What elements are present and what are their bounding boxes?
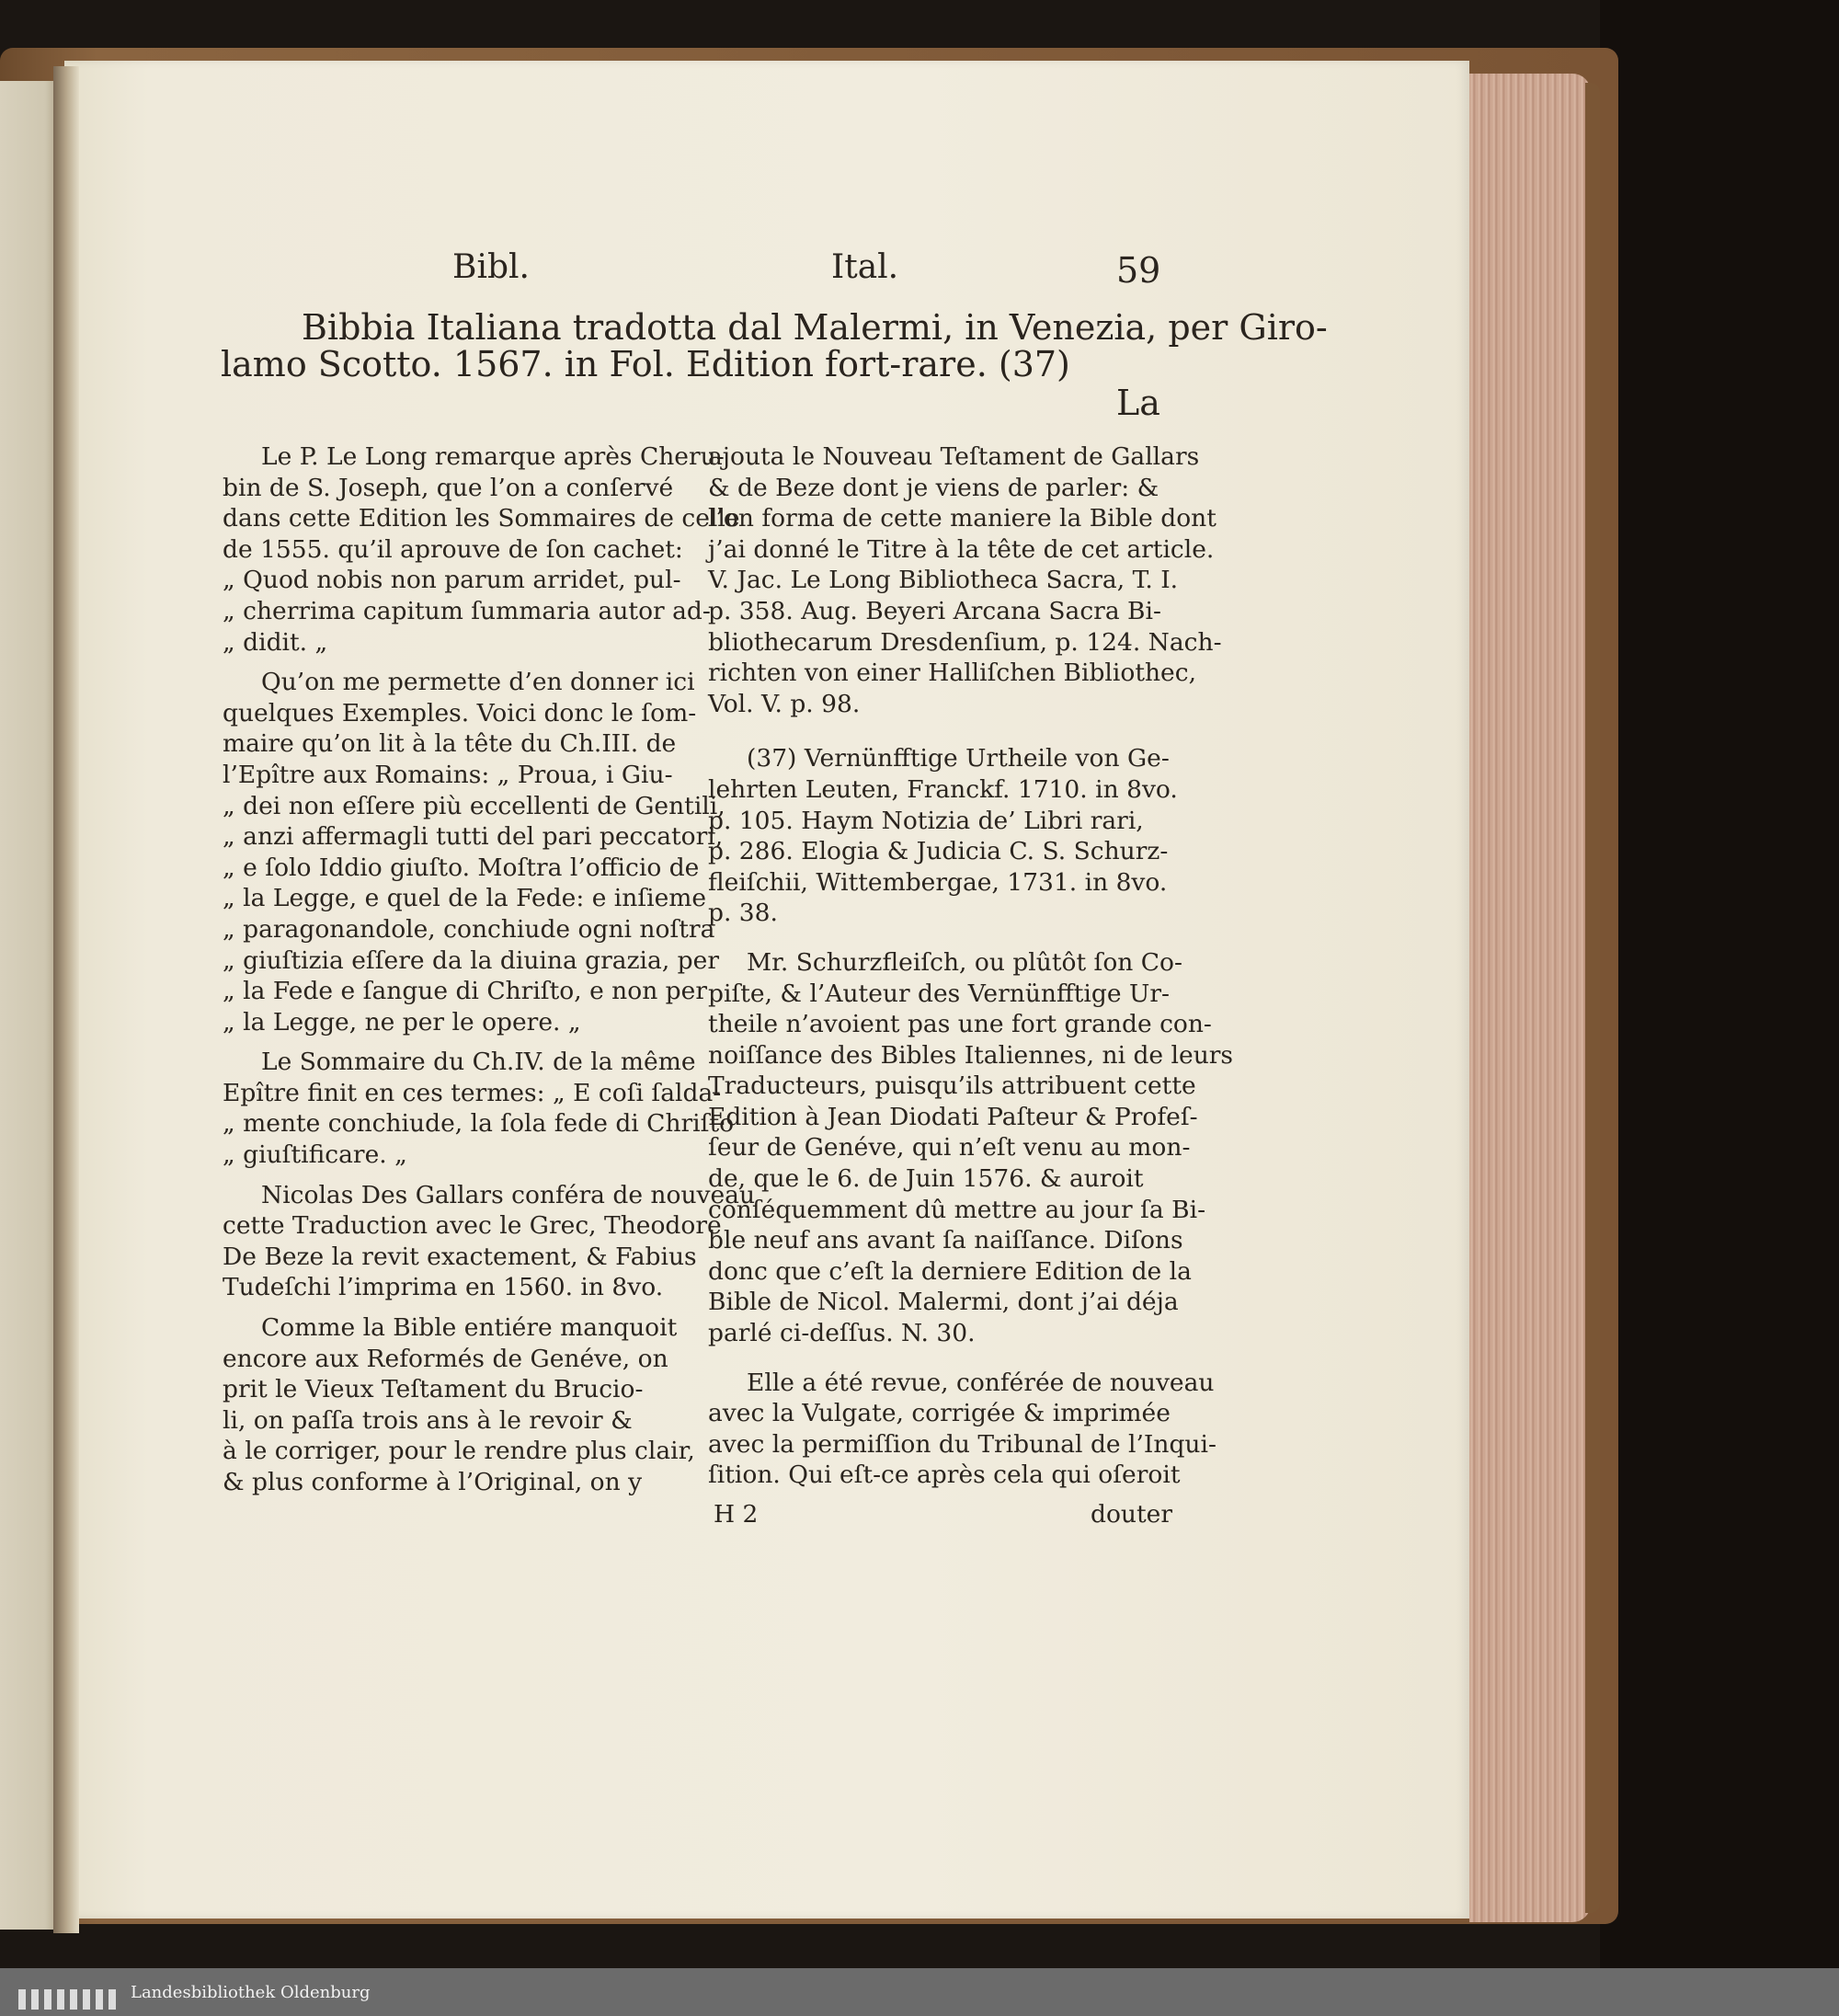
right-paragraph-2: (37) Vernünfftige Urtheile von Ge- lehrten Leuten, Franckf. 1710. in 8vo. p. 105. Haym Notizia de’ Libri rari, p. 286. Elogia & Judicia C. S. Schurz- fleiſchii, Wittembergae, 1731. in 8vo. p. 38. — [708, 744, 1178, 928]
book-gutter — [53, 66, 79, 1933]
right-paragraph-4: Elle a été revue, conférée de nouveau avec la Vulgate, corrigée & imprimée avec la permiſſion du Tribunal de l’Inqui- ſition. Qui eſt-ce après cela qui oſeroit — [708, 1368, 1216, 1490]
left-paragraph-5: Comme la Bible entiére manquoit encore aux Reformés de Genéve, on prit le Vieux Teſtament du Brucio- li, on paſſa trois ans à le revoir & à le corriger, pour le rendre plus clair, & plus conforme à l’Original, on y — [223, 1313, 695, 1496]
footer-label[interactable]: Landesbibliothek Oldenburg — [131, 1982, 371, 2002]
page-number: 59 — [1116, 250, 1161, 291]
right-paragraph-3: Mr. Schurzfleiſch, ou plûtôt ſon Co- piſte, & l’Auteur des Vernünfftige Ur- theile n’avoient pas une fort grande con- noiſſance des Bibles Italiennes, ni de leurs Traducteurs, puisqu’ils attribuent cette Edition à Jean Diodati Paſteur & Profeſ- ſeur de Genéve, qui n’eſt venu au mon- de, que le 6. de Juin 1576. & auroit conſéquemment dû mettre au jour ſa Bi- ble neuf ans avant ſa naiſſance. Diſons donc que c’eſt la derniere Edition de la Bible de Nicol. Malermi, dont j’ai déja parlé ci-deſſus. N. 30. — [708, 947, 1234, 1348]
left-paragraph-3: Le Sommaire du Ch.IV. de la même Epître finit en ces termes: „ E coſi ſalda- „ mente conchiude, la ſola fede di Chriſto „ giuſtificare. „ — [223, 1048, 735, 1170]
footer-bar — [0, 1968, 1839, 2016]
background-right — [1600, 0, 1839, 1968]
title-line-1: Bibbia Italiana tradotta dal Malermi, in Venezia, per Giro- — [302, 307, 1328, 348]
left-paragraph-2: Qu’on me permette d’en donner ici quelques Exemples. Voici donc le ſom- maire qu’on lit à la tête du Ch.III. de l’Epître aux Romains: „ Proua, i Giu- „ dei non eſſere più eccellenti de Gentili, „ anzi affermagli tutti del pari peccatori, „ e ſolo Iddio giuſto. Moſtra l’officio de „ la Legge, e quel de la Fede: e inſieme „ paragonandole, conchiude ogni noſtra „ giuſtizia eſſere da la diuina grazia, per „ la Fede e ſangue di Chriſto, e non per „ la Legge, ne per le opere. „ — [223, 668, 725, 1037]
title-line-2: lamo Scotto. 1567. in Fol. Edition fort-rare. (37) — [221, 344, 1070, 384]
library-building-icon — [17, 1975, 118, 2010]
left-column — [223, 441, 756, 1507]
catchword-bottom: douter — [1091, 1500, 1172, 1529]
left-paragraph-1: Le P. Le Long remarque après Cheru- bin de S. Joseph, que l’on a conſervé dans cette Edition les Sommaires de celle de 1555. qu’il aprouve de ſon cachet: „ Quod nobis non parum arridet, pul- „ cherrima capitum ſummaria autor ad- „ didit. „ — [223, 442, 740, 657]
page-edges — [1469, 74, 1591, 1922]
right-paragraph-1: ajouta le Nouveau Teſtament de Gallars & de Beze dont je viens de parler: & l’on forma de cette maniere la Bible dont j’ai donné le Titre à la tête de cet article. V. Jac. Le Long Bibliotheca Sacra, T. I. p. 358. Aug. Beyeri Arcana Sacra Bi- bliothecarum Dresdenſium, p. 124. Nach- richten von einer Halliſchen Bibliothec, Vol. V. p. 98. — [708, 442, 1222, 718]
catchword-top: La — [1116, 383, 1160, 423]
running-head-left: Bibl. — [452, 248, 530, 286]
signature-mark: H 2 — [714, 1500, 759, 1529]
running-head-center: Ital. — [831, 248, 899, 286]
left-paragraph-4: Nicolas Des Gallars conféra de nouveau cette Traduction avec le Grec, Theodore De Beze la revit exactement, & Fabius Tudeſchi l’imprima en 1560. in 8vo. — [223, 1180, 756, 1302]
right-column — [708, 441, 1234, 1500]
